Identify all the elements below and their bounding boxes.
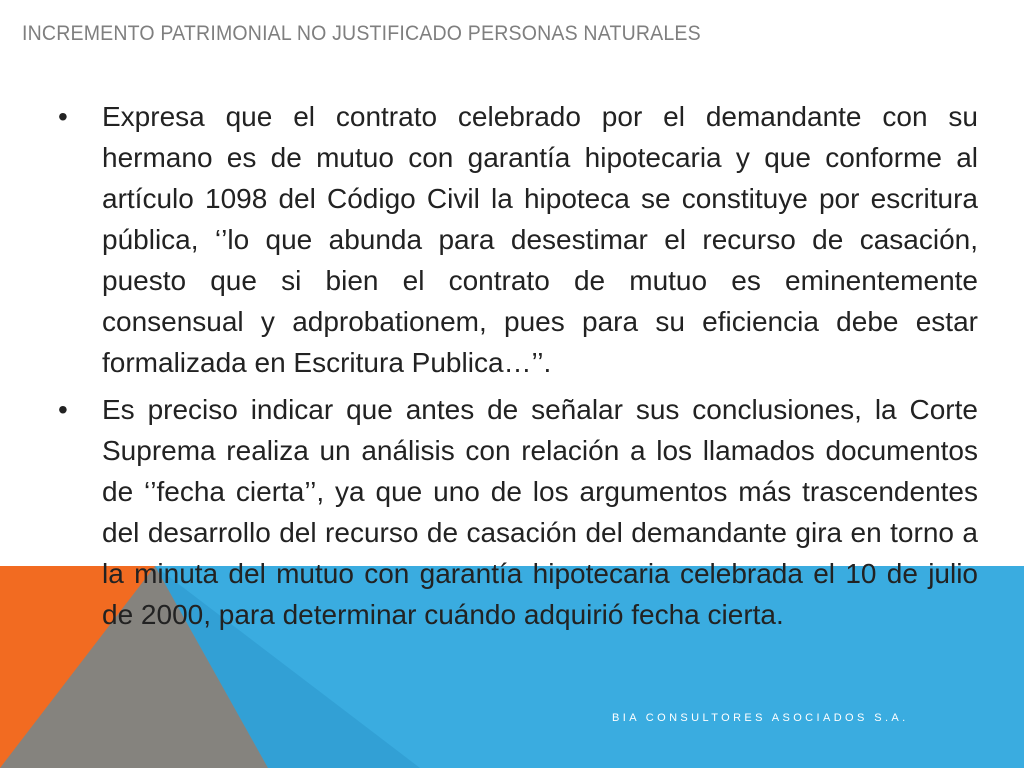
footer-company: BIA CONSULTORES ASOCIADOS S.A.	[612, 712, 909, 724]
bullet-text: Expresa que el contrato celebrado por el demandante con su hermano es de mutuo con garantía hipotecaria y que conforme al artículo 1098 del Código Civil la hipoteca se constituye por escritura pública, ‘’lo que abunda para desestimar el recurso de casación, puesto que si bien el contrato de mutuo es eminentemente consensual y adprobationem, pues para su eficiencia debe estar formalizada en Escritura Publica…’’.	[102, 101, 978, 378]
bullet-text: Es preciso indicar que antes de señalar sus conclusiones, la Corte Suprema realiza un análisis con relación a los llamados documentos de ‘’fecha cierta’’, ya que uno de los argumentos más trascendentes del desarrollo del recurso de casación del demandante gira en torno a la minuta del mutuo con garantía hipotecaria celebrada el 10 de julio de 2000, para determinar cuándo adquirió fecha cierta.	[102, 394, 978, 630]
bullet-item	[58, 389, 978, 635]
bullet-dot-icon: •	[58, 101, 68, 132]
slide-title: INCREMENTO PATRIMONIAL NO JUSTIFICADO PERSONAS NATURALES	[22, 22, 701, 45]
bullet-list	[58, 96, 978, 641]
bullet-item	[58, 96, 978, 383]
bullet-dot-icon: •	[58, 394, 68, 425]
